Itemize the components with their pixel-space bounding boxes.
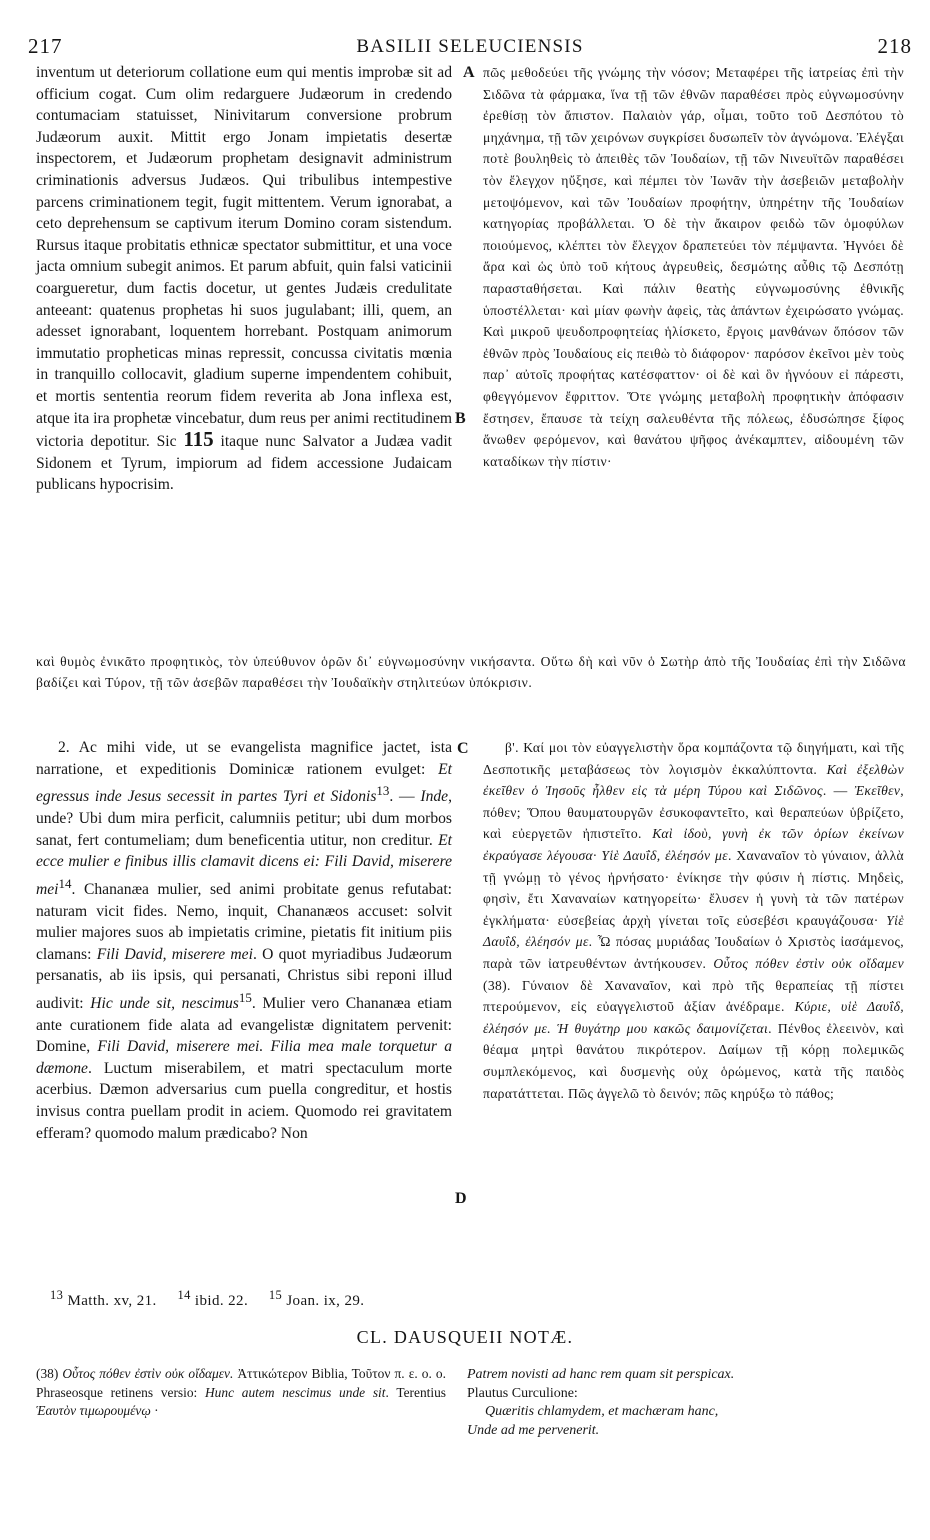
page-number-left: 217 (28, 34, 63, 58)
greek-column-top (483, 62, 904, 472)
scripture-quote: Καὶ ἰδοὺ, γυνὴ ἐκ τῶν ὁρίων ἐκείνων ἐκραύγασε λέγουσα· Υἱὲ Δαυΐδ, ἐλέησόν με (483, 826, 905, 863)
scripture-quote: Οὗτος πόθεν ἐστὶν οὐκ οἴδαμεν (713, 955, 904, 971)
footnote-ref: 15 (238, 989, 252, 1005)
latin-text: , unde? Ubi dum mira perficit, calumniis petitur; ubi dum morbos sanat, fert contumeliam; dum beneficentia utitur, non creditur. (36, 788, 452, 849)
scripture-quote: Hic unde sit, nescimus (90, 995, 239, 1013)
greek-text: . — (822, 783, 855, 799)
scripture-quote: Fili David, miserere mei (96, 945, 253, 963)
notes-heading: CL. DAUSQUEII NOTÆ. (356, 1327, 574, 1347)
latin-text: . — (389, 788, 421, 806)
greek-paragraph-2 (483, 737, 904, 1104)
footnote-ref: 13 (376, 783, 390, 799)
latin-text: 2. Ac mihi vide, ut se evangelista magnifice jactet, ista narratione, et expeditionis Dominicæ rationem evulget: (36, 739, 452, 778)
running-title: BASILII SELEUCIENSIS (356, 36, 584, 57)
note-attribution: Plautus Curculione: (467, 1385, 578, 1401)
footnote-text: Joan. ix, 29. (286, 1293, 365, 1309)
footnote-text: Matth. xv, 21. (67, 1293, 157, 1309)
latin-paragraph-2 (36, 737, 452, 1144)
latin-text: . Mulier vero Chananæa etiam ante curationem fide alata ad evangelistæ dignitatem pervenit: Domine, (36, 995, 452, 1056)
greek-text: (38). Γύναιον δὲ Χαναναῖον, καὶ πρὸ τῆς θεραπείας τῇ πίστει πτερούμενον, εἰς εὐαγγελιστοῦ ἀξίαν ἀνέδραμε. (483, 977, 904, 1015)
note-verse-line: Quæritis chlamydem, et machæram hanc, (485, 1404, 719, 1419)
greek-text: β'. Καί μοι τὸν εὐαγγελιστὴν ὅρα κομπάζοντα τῷ διηγήματι, καὶ τῆς Δεσποτικῆς μεταβάσεως τὸν λογισμὸν ἐκκαλύπτοντα. (483, 740, 904, 777)
greek-text: . Ὦ πόσας μυριάδας Ἰουδαίων ὁ Χριστὸς ἰασάμενος, παρὰ τῶν ἰατρευθέντων ἀντήκουσεν. (483, 934, 904, 971)
scripture-quote: Inde (420, 788, 449, 806)
footnote-marker: 13 (50, 1288, 64, 1302)
footnote-ref: 14 (58, 875, 72, 891)
note-continuation (467, 1366, 907, 1440)
latin-column-top (36, 62, 452, 496)
scripture-quote: Υἱὲ Δαυΐδ, ἐλέησόν με (483, 912, 905, 950)
footnotes (50, 1288, 364, 1310)
page-number-right: 218 (877, 34, 912, 58)
note-38 (36, 1365, 446, 1421)
margin-letter-b: B (455, 410, 466, 427)
greek-full-width-lines: καὶ θυμὸς ἐνικᾶτο προφητικὸς, τὸν ὑπεύθυνον ὁρῶν δι᾽ εὐγνωμοσύνην νικήσαντα. Οὕτω δὴ καὶ νῦν ὁ Σωτὴρ ἀπὸ τῆς Ἰουδαίας ἐπὶ τὴν Σιδῶνα βαδίζει καὶ Τύρον, τῇ τῶν ἀσεβῶν παραθέσει τὴν Ἰουδαϊκὴν στηλιτεύων ὑπόκρισιν. (36, 654, 906, 691)
latin-column-bottom (36, 737, 452, 1144)
latin-text: itaque nunc Salvator a Judæa vadit Sidonem et Tyrum, impiorum ad fidem accessione Judaicam publicans hypocrisim. (36, 433, 452, 494)
scripture-quote: Κύριε, υἱὲ Δαυΐδ, ἐλέησόν με. Ἡ θυγάτηρ μου κακῶς δαιμονίζεται (483, 999, 904, 1036)
note-quote: Οὗτος πόθεν ἐστὶν οὐκ οἴδαμεν. (62, 1366, 234, 1381)
note-text: Ἀττικώτερον Biblia, Τοῦτον π. ε. ο. ο. Phraseosque retinens versio: (36, 1366, 446, 1400)
note-text: . Terentius (385, 1384, 446, 1400)
footnote-marker: 14 (177, 1288, 191, 1302)
scripture-quote: Et ecce mulier e finibus illis clamavit dicens ei: Fili David, miserere mei (36, 831, 452, 898)
scripture-quote: Ἐκεῖθεν (854, 783, 901, 799)
running-header (28, 34, 912, 60)
greek-paragraph-1: πῶς μεθοδεύει τῆς γνώμης τὴν νόσον; Μεταφέρει τῆς ἰατρείας ἐπὶ τὴν Σιδῶνα τὰ φάρμακα, ἵνα τῇ τῶν ἐθνῶν παραθέσει πρὸς εὐγνωμοσύνην ἐρεθίσῃ τὸν ἄπιστον. Παλαιὸν γάρ, οἶμαι, τοῦτο τοῦ Δεσπότου τὸ μηχάνημα, τῇ τῶν χειρόνων συγκρίσει δυσωπεῖν τὸν ἀγνώμονα. Ἐλέγξαι ποτὲ βουληθεὶς τὸ ἀπειθὲς τῶν Ἰουδαίων, τῇ τῶν Νινευϊτῶν παραθέσει τὸν ἔλεγχον ηὔξησε, καὶ πέμπει τὸν Ἰωνᾶν τὴν ἀσεβειῶν μεταβολὴν μετοψόμενον, καὶ τῶν Ἰουδαίων προφήτην, ὑπηρέτην τῆς Ἰουδαίων κατηγορίας προβάλλεται. Ὁ δὲ τὴν ἄκαιρον φειδὼ τῶν ὁμοφύλων ποιούμενος, κλέπτει τὸν ἔλεγχον δραπετεύει τὸν πέμψαντα. Ἠγνόει δὲ ἄρα καὶ ὡς ὑπὸ τοῦ κήτους ἀγρευθεὶς, δεσμώτης αὖθις τῷ Δεσπότῃ παρασταθήσεται. Καὶ πάλιν θεατὴς εὐγνωμοσύνης ἐθνικῆς ὑποστέλλεται· καὶ μίαν φωνὴν ἀφεὶς, τὰς ἁπάντων ἐχειρώσατο γνώμας. Καὶ μικροῦ ψευδοπροφητείας ἡλίσκετο, ἔργοις μανθάνων ὅπόσον τῶν ἐθνῶν πρὸς Ἰουδαίους εἰς πειθὼ τὸ διάφορον· παρόσον ἐκεῖνοι μὲν τοὺς παρ᾽ αὐτοῖς προφήτας κατέσφαττον· οἱ δὲ καὶ ὃν ἠγνόουν εἰ πάρεστι, φθεγγόμενον ἔφριττον. Ὅτε γνώμης μεταβολὴ προφητικὴν ἀπόφασιν ἔστησεν, ἔπαυσε τὰ τείχη σαλευθέντα τῆς πόλεως, ἐδυσώπησε ξίφος ἄνωθεν φερόμενον, καὶ θανάτου ψῆφος ἀνέκαμπτεν, αἰδουμένη τῶν καταδίκων τὴν πίστιν· (483, 65, 904, 469)
note-text: (38) (36, 1366, 63, 1381)
note-quote: Ἑαυτὸν τιμωρουμένῳ (36, 1403, 151, 1418)
note-quote: Hunc autem nescimus unde sit (205, 1384, 386, 1400)
note-verse-line: Patrem novisti ad hanc rem quam sit perspicax. (467, 1367, 735, 1382)
latin-text: inventum ut deteriorum collatione eum qui mentis improbæ sit ad officium cogat. Cum olim redarguere Judæorum in credendo contumaciam statuisset, Ninivitarum conversione probrum Judæorum auxit. Mittit ergo Jonam impietatis desertæ inspectorem, et Judæorum prophetam designavit administrum criminationis adversus Judæos. Qui tribulibus intempestive parcens criminationem tegit, fugit mittentem. Verum ignorabat, a ceto deprehensum se captivum iterum Domino coram sistendum. Rursus itaque probitatis ethnicæ spectator submittitur, et una voce jacta omnium subegit animos. Et parum abfuit, quin falsi vaticinii coargueretur, dum factis docetur, ut gentes Judæis credulitate anteeant: quatenus prophetas hi suos jugulabant; illi, quem, an adesset ignorabant, loquentem horrebant. Postquam animorum immutatio propheticas minas repressit, concussa civitatis mœnia in tranquillo collocavit, gladium superne impendentem cohibuit, et mortis sententia reorum fidem reverita ab Jona inflexa est, atque ita ira prophetæ vincebatur, dum reus per animi rectitudinem victoria depotitur. Sic (36, 64, 452, 451)
greek-text: . Χαναναῖον τὸ γύναιον, ἀλλὰ τῇ γνώμῃ τὸ γένος ἠρνήσατο· ἐνίκησε τὴν φύσιν ἡ πίστις. Μηδεὶς, φησὶν, ἔτι Χαναναίων κατηγορείτω· ἔλυσεν ἡ γυνὴ τὰ τῶν πατέρων ἐγκλήματα· εὐσεβείας ἀρχὴ γίνεται τοῖς εὐσεβέσι κραυγάζουσα· (483, 847, 904, 928)
margin-letter-d: D (455, 1190, 467, 1207)
latin-text: . Luctum miserabilem, et matri spectaculum morte acerbius. Dæmon adversarius cum puella congreditur, et hostis invisus contra puellam prodit in aciem. Quomodo rei gravitatem efferam? quomodo malum prædicabo? Non (36, 1059, 452, 1142)
greek-text: , πόθεν; Ὅπου θαυματουργῶν ἐσυκοφαντεῖτο, καὶ θεραπεύων ὑβρίζετο, καὶ εὐεργετῶν ἠπιστεῖτο. (483, 783, 904, 842)
scripture-quote: Et egressus inde Jesus secessit in partes Tyri et Sidonis (36, 760, 452, 806)
margin-letter-a: A (463, 64, 475, 81)
note-verse-line: Unde ad me pervenerit. (467, 1422, 600, 1438)
latin-text: . Chananæa mulier, sed animi probitate genus refutabat: naturam vicit fides. Nemo, inquit, Chananæos accuset: solvit mulier majores suos ab impietatis crimine, pietatis fit initium piis clamans: (36, 880, 452, 963)
footnote-marker: 15 (268, 1288, 283, 1302)
latin-text: . O quot myriadibus Judæorum persanatis, ab iis ipsis, qui persanati, Christus sibi reponi illud audivit: (36, 945, 452, 1013)
scripture-quote: Fili David, miserere mei. Filia mea male torquetur a dæmone (36, 1038, 452, 1077)
margin-letter-c: C (457, 740, 469, 757)
greek-column-bottom (483, 737, 904, 1104)
greek-text: . Πένθος ἐλεεινὸν, καὶ θέαμα μητρὶ θανάτου πικρότερον. Δαίμων τῇ κόρῃ πολεμικῶς συμπλεκόμενος, καὶ δυσμενὴς οὐχ ὁρώμενος, κατὰ τῆς παιδὸς παρατάττεται. Πῶς ἀγγελῶ τὸ δεινόν; πῶς κηρύξω τὸ πάθος; (483, 1020, 904, 1101)
column-number: 115 (183, 427, 214, 452)
note-text: · (150, 1403, 159, 1418)
scripture-quote: Καὶ ἐξελθὼν ἐκεῖθεν ὁ Ἰησοῦς ἦλθεν εἰς τὰ μέρη Τύρου καὶ Σιδῶνος (483, 761, 904, 799)
latin-paragraph-1 (36, 62, 452, 496)
footnote-text: ibid. 22. (194, 1293, 249, 1309)
